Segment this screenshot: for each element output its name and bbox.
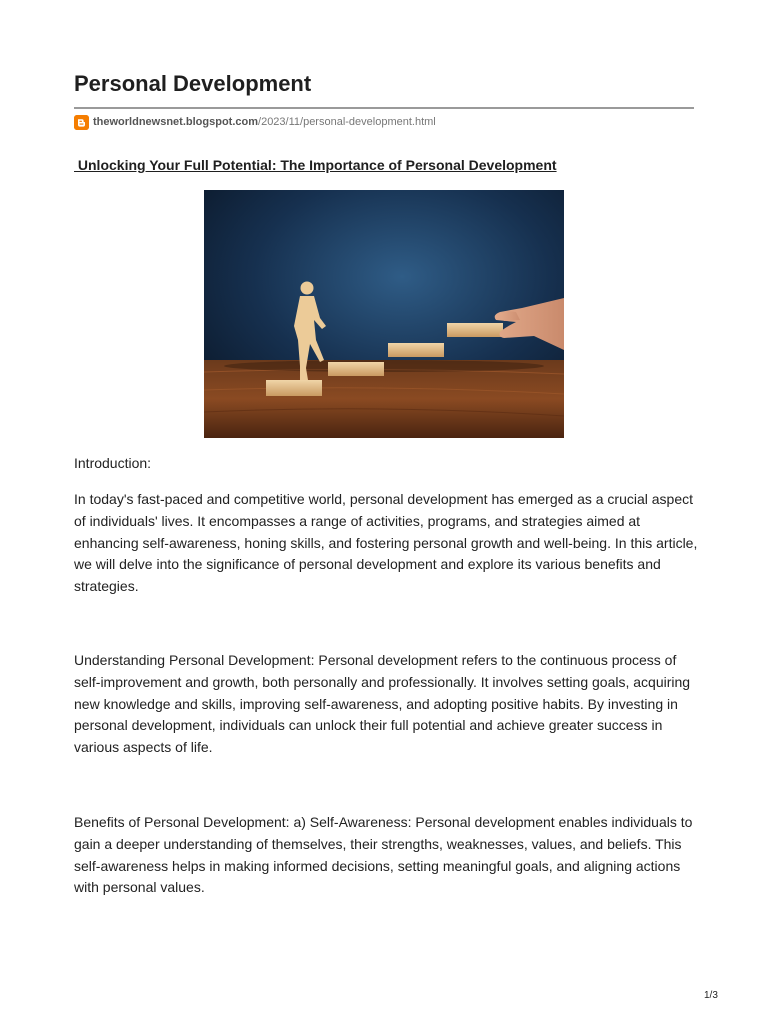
paragraph-1: In today's fast-paced and competitive world, personal development has emerged as a crucial aspect of individuals' lives. It encompasses a range of activities, programs, and strategies aimed at enhancing self-awareness, honing skills, and fostering personal growth and well-being. In this article, we will delve into the significance of personal development and explore its various benefits and strategies. <box>74 491 698 595</box>
intro-label: Introduction: <box>74 455 152 471</box>
source-path: /2023/11/personal-development.html <box>258 116 436 128</box>
source-domain: theworldnewsnet.blogspot.com <box>93 116 259 128</box>
page-number: 1/3 <box>704 990 718 1001</box>
article-heading: Unlocking Your Full Potential: The Importance of Personal Development <box>74 157 557 173</box>
article-image <box>204 190 564 438</box>
blogger-icon <box>74 115 89 130</box>
title-divider <box>74 107 694 109</box>
source-link[interactable] <box>74 114 436 130</box>
paragraph-2: Understanding Personal Development: Personal development refers to the continuous process of self-improvement and growth, both personally and professionally. It involves setting goals, acquiring new knowledge and skills, improving self-awareness, and adopting positive habits. By investing in personal development, individuals can unlock their full potential and achieve greater success in various aspects of life. <box>74 652 691 756</box>
page-title: Personal Development <box>74 71 312 96</box>
paragraph-3: Benefits of Personal Development: a) Self-Awareness: Personal development enables individuals to gain a deeper understanding of themselves, their strengths, weaknesses, values, and beliefs. This self-awareness helps in making informed decisions, setting meaningful goals, and aligning actions with personal values. <box>74 814 693 896</box>
